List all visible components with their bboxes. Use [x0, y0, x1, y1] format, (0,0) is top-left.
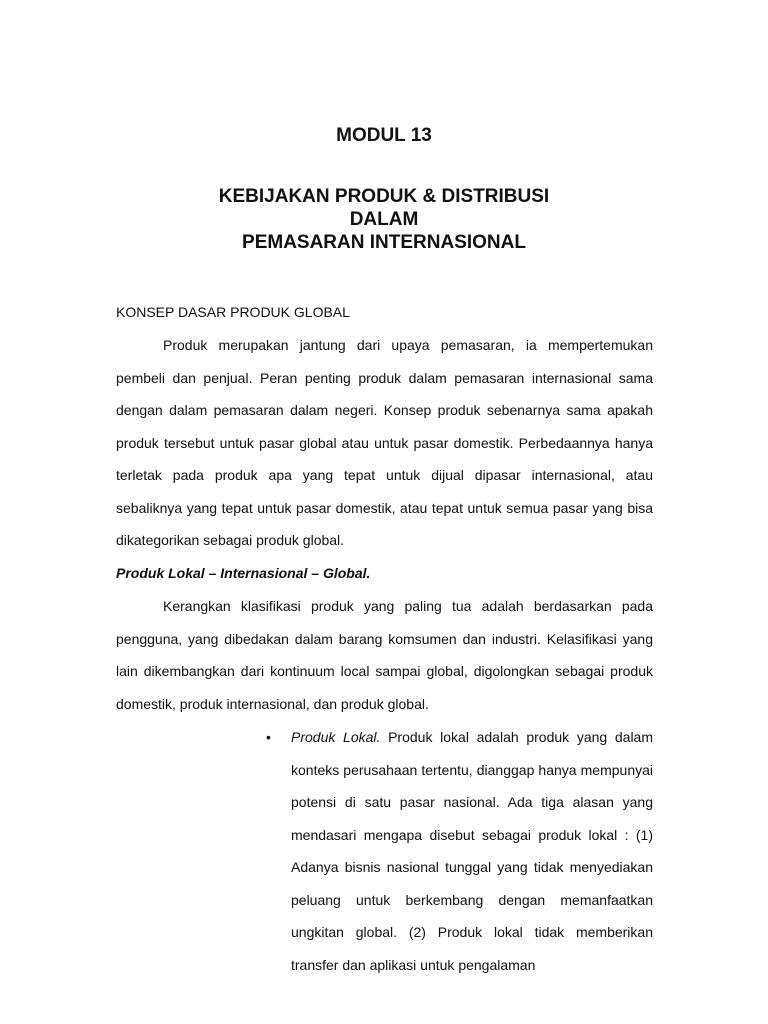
paragraph-1 [116, 329, 653, 557]
bullet-description: Produk lokal adalah produk yang dalam konteks perusahaan tertentu, dianggap hanya mempunyai potensi di satu pasar nasional. Ada tiga alasan yang mendasari mengapa disebut sebagai produk lokal : (1) Adanya bisnis nasional tunggal yang tidak menyediakan peluang untuk berkembang dengan memanfaatkan ungkitan global. (2) Produk lokal tidak memberikan transfer dan aplikasi untuk pengalaman [291, 729, 654, 973]
subsection-heading: Produk Lokal – Internasional – Global. [116, 565, 371, 581]
bullet-text [291, 721, 653, 981]
bullet-term: Produk Lokal. [291, 729, 381, 745]
subtitle-line-1: KEBIJAKAN PRODUK & DISTRIBUSI [218, 186, 550, 207]
subtitle-line-3: PEMASARAN INTERNASIONAL [242, 232, 526, 253]
paragraph-1-text: Produk merupakan jantung dari upaya pemasaran, ia mempertemukan pembeli dan penjual. Peran penting produk dalam pemasaran internasional sama dengan dalam pemasaran dalam negeri. Konsep produk sebenarnya sama apakah produk tersebut untuk pasar global atau untuk pasar domestik. Perbedaannya hanya terletak pada produk apa yang tepat untuk dijual dipasar internasional, atau sebaliknya yang tepat untuk pasar domestik, atau tepat untuk semua pasar yang bisa dikategorikan sebagai produk global. [116, 337, 653, 548]
subtitle-line-2: DALAM [349, 209, 419, 230]
section-heading: KONSEP DASAR PRODUK GLOBAL [116, 304, 350, 320]
paragraph-2 [116, 590, 653, 720]
module-title: MODUL 13 [336, 125, 432, 146]
paragraph-2-text: Kerangkan klasifikasi produk yang paling tua adalah berdasarkan pada pengguna, yang dibedakan dalam barang komsumen dan industri. Kelasifikasi yang lain dikembangkan dari kontinuum local sampai global, digolongkan sebagai produk domestik, produk internasional, dan produk global. [116, 598, 653, 712]
bullet-icon: • [266, 729, 271, 745]
document-subtitle [0, 185, 768, 254]
